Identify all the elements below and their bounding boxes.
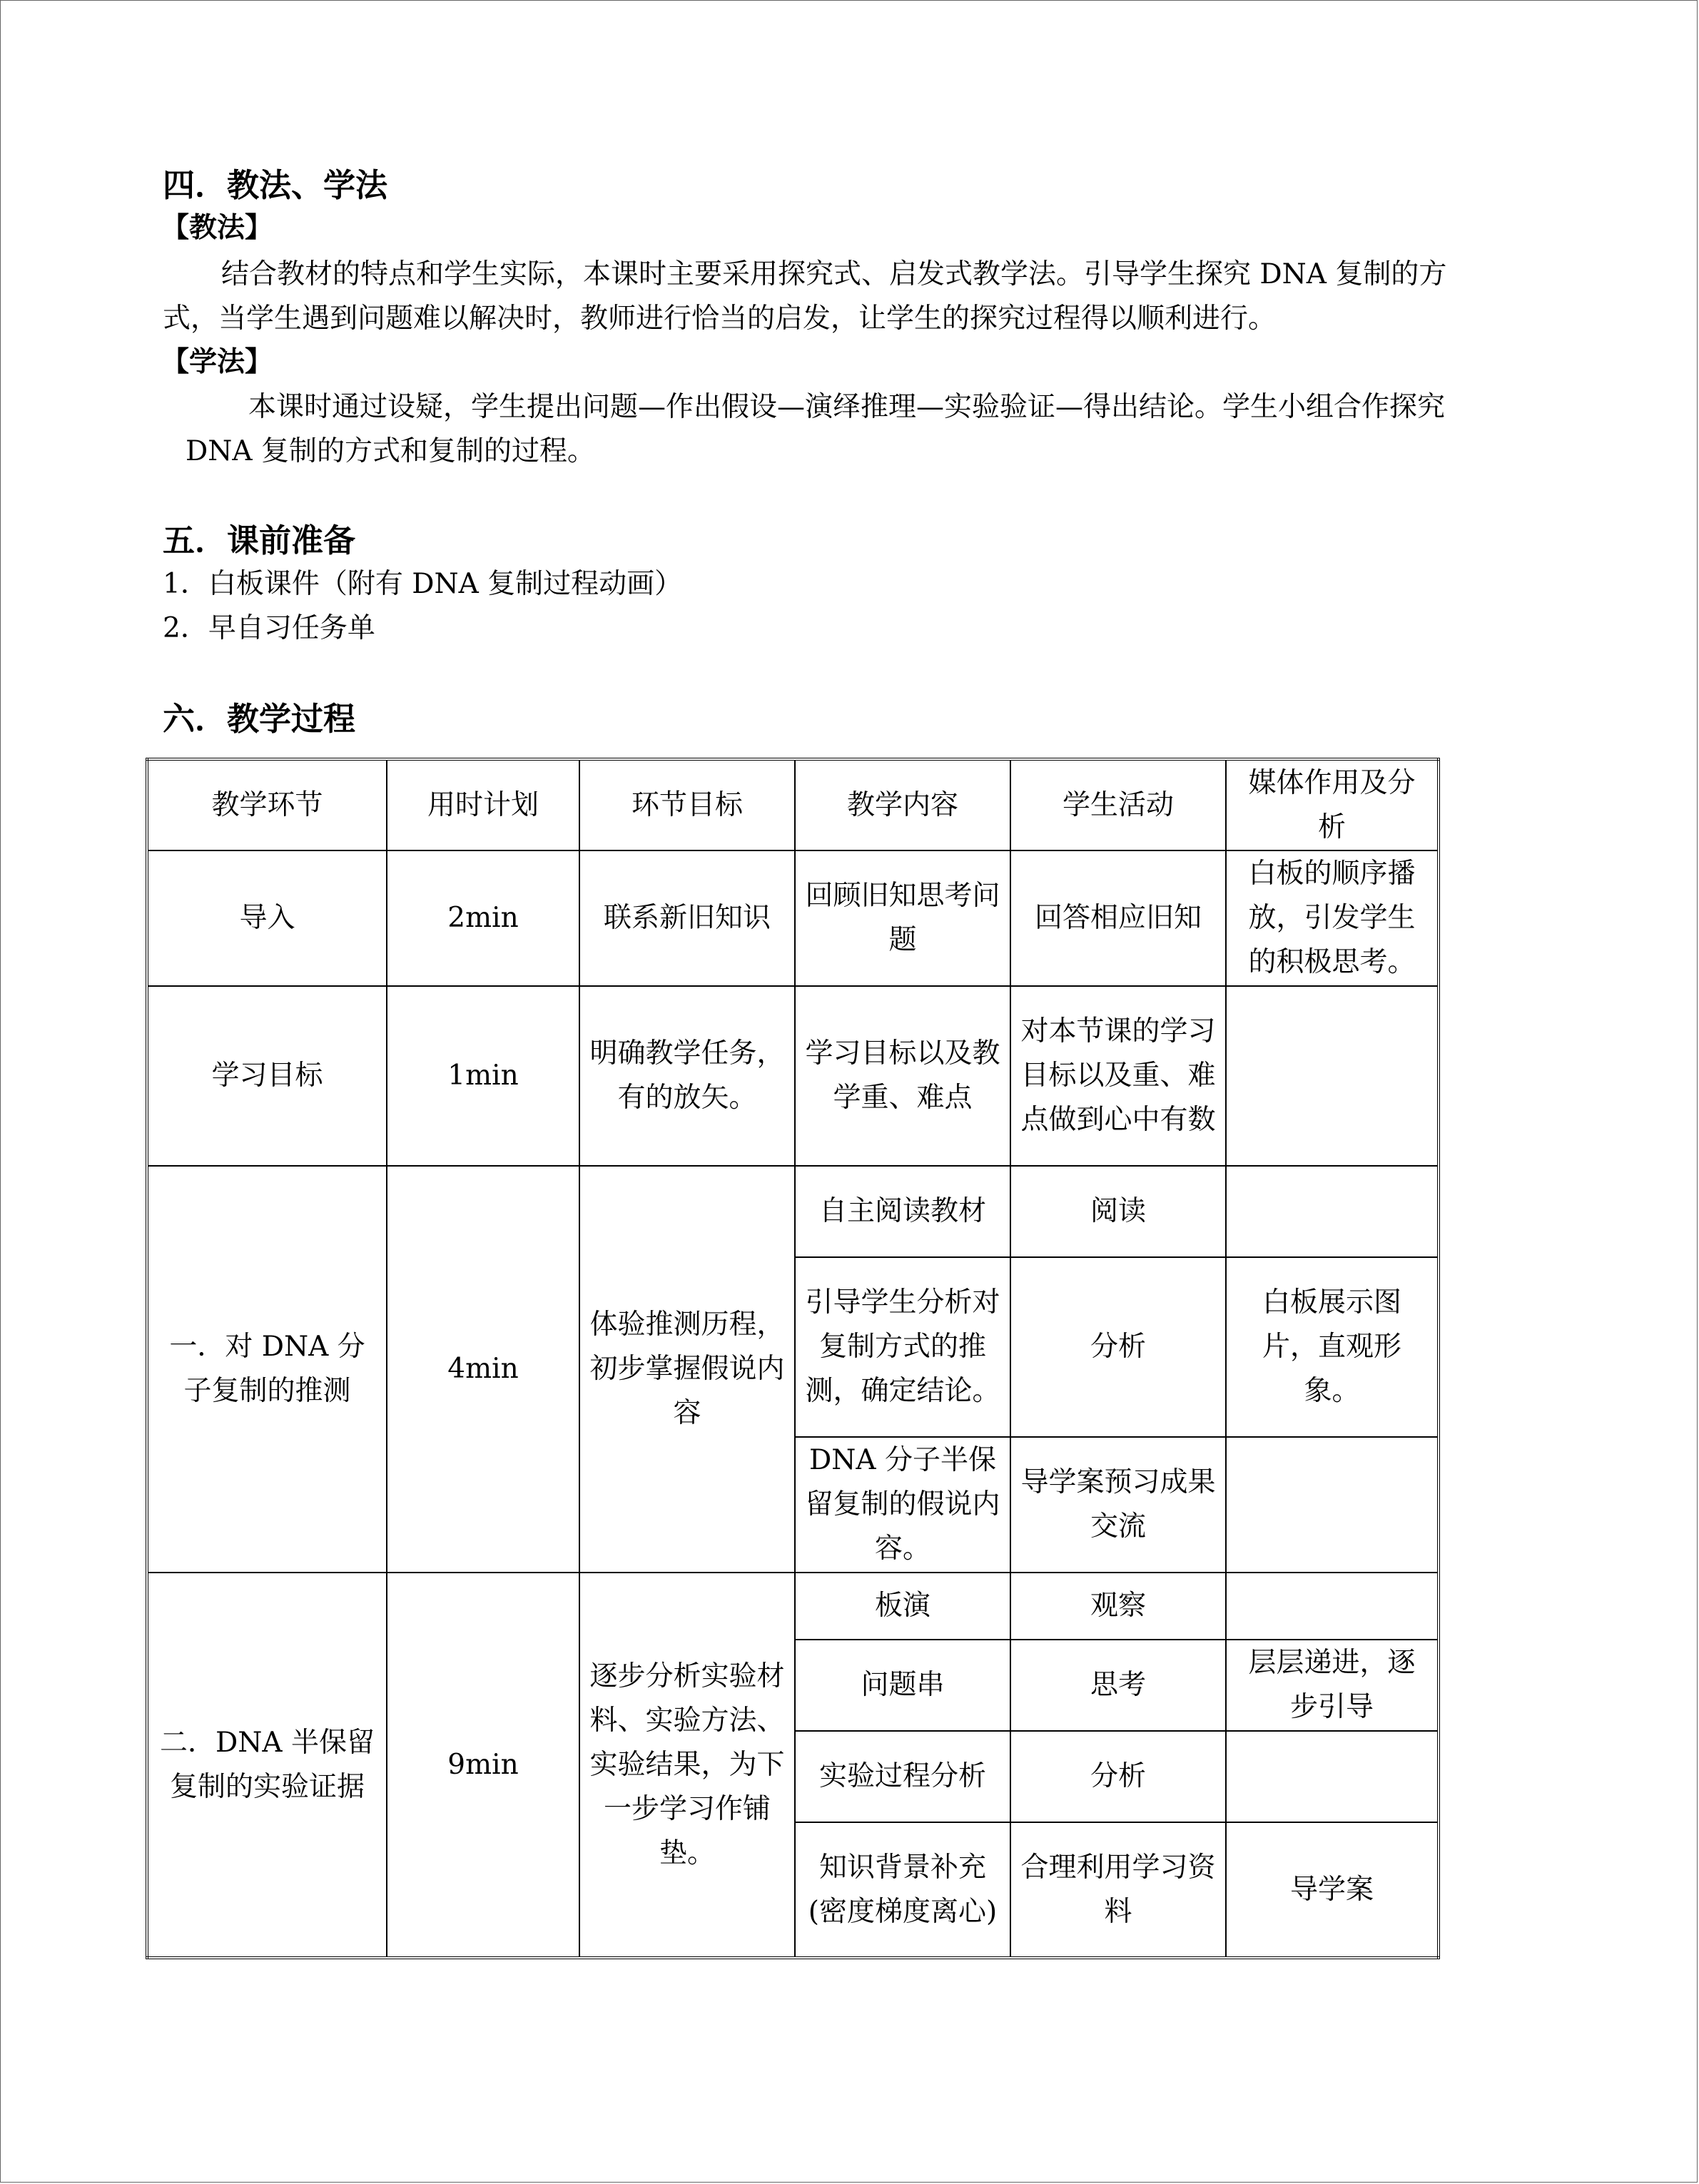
cell-goal: 明确教学任务，有的放矢。 [579,986,795,1166]
table-row [147,1573,1439,1640]
cell-content: DNA 分子半保留复制的假说内容。 [795,1437,1010,1573]
cell-content: 自主阅读教材 [795,1166,1010,1257]
teach-method-line1: 结合教材的特点和学生实际，本课时主要采用探究式、启发式教学法。引导学生探究 DNA 复制的方 [221,258,1447,290]
cell-content: 实验过程分析 [795,1731,1010,1822]
table-row [147,850,1439,986]
cell-activity: 回答相应旧知 [1010,850,1226,986]
cell-content: 问题串 [795,1640,1010,1731]
cell-goal: 联系新旧知识 [579,850,795,986]
cell-time: 2min [387,850,579,986]
cell-activity: 分析 [1010,1731,1226,1822]
teach-method-line2: 式，当学生遇到问题难以解决时，教师进行恰当的启发，让学生的探究过程得以顺利进行。 [163,303,1277,335]
cell-time: 1min [387,986,579,1166]
cell-media: 白板的顺序播放，引发学生的积极思考。 [1226,850,1439,986]
table-row [147,1166,1439,1257]
header-time: 用时计划 [387,759,579,850]
cell-content: 学习目标以及教学重、难点 [795,986,1010,1166]
teaching-process-table [146,758,1440,1959]
header-activity: 学生活动 [1010,759,1226,850]
table-header-row [147,759,1439,850]
teach-method-label: 【教法】 [161,211,273,244]
cell-content: 回顾旧知思考问题 [795,850,1010,986]
cell-stage: 导入 [147,850,387,986]
header-stage: 教学环节 [147,759,387,850]
cell-goal: 体验推测历程，初步掌握假说内容 [579,1166,795,1573]
section4-title: 四．教法、学法 [163,166,388,204]
header-content: 教学内容 [795,759,1010,850]
cell-media: 层层递进，逐步引导 [1226,1640,1439,1731]
cell-media [1226,1731,1439,1822]
learn-method-label: 【学法】 [161,345,273,378]
cell-stage: 一．对 DNA 分子复制的推测 [147,1166,387,1573]
prep-item-2: 2．早自习任务单 [163,612,375,644]
cell-content: 知识背景补充(密度梯度离心) [795,1822,1010,1958]
cell-media [1226,1573,1439,1640]
cell-activity: 思考 [1010,1640,1226,1731]
cell-goal: 逐步分析实验材料、实验方法、实验结果，为下一步学习作铺垫。 [579,1573,795,1958]
header-goal: 环节目标 [579,759,795,850]
cell-activity: 合理利用学习资料 [1010,1822,1226,1958]
cell-media [1226,1437,1439,1573]
section5-title: 五．课前准备 [163,522,356,559]
cell-media: 导学案 [1226,1822,1439,1958]
cell-activity: 分析 [1010,1257,1226,1437]
cell-media [1226,1166,1439,1257]
cell-stage: 学习目标 [147,986,387,1166]
section6-title: 六．教学过程 [163,700,356,738]
cell-activity: 阅读 [1010,1166,1226,1257]
learn-method-line1: 本课时通过设疑，学生提出问题—作出假设—演绎推理—实验验证—得出结论。学生小组合作探究 [248,391,1446,423]
cell-stage: 二．DNA 半保留复制的实验证据 [147,1573,387,1958]
cell-time: 9min [387,1573,579,1958]
cell-content: 板演 [795,1573,1010,1640]
prep-item-1: 1．白板课件（附有 DNA 复制过程动画） [163,568,683,600]
cell-activity: 对本节课的学习目标以及重、难点做到心中有数 [1010,986,1226,1166]
cell-media: 白板展示图片，直观形象。 [1226,1257,1439,1437]
cell-media [1226,986,1439,1166]
learn-method-line2: DNA 复制的方式和复制的过程。 [186,435,595,467]
cell-content: 引导学生分析对复制方式的推测，确定结论。 [795,1257,1010,1437]
cell-activity: 导学案预习成果交流 [1010,1437,1226,1573]
table-row [147,986,1439,1166]
cell-time: 4min [387,1166,579,1573]
cell-activity: 观察 [1010,1573,1226,1640]
header-media: 媒体作用及分析 [1226,759,1439,850]
